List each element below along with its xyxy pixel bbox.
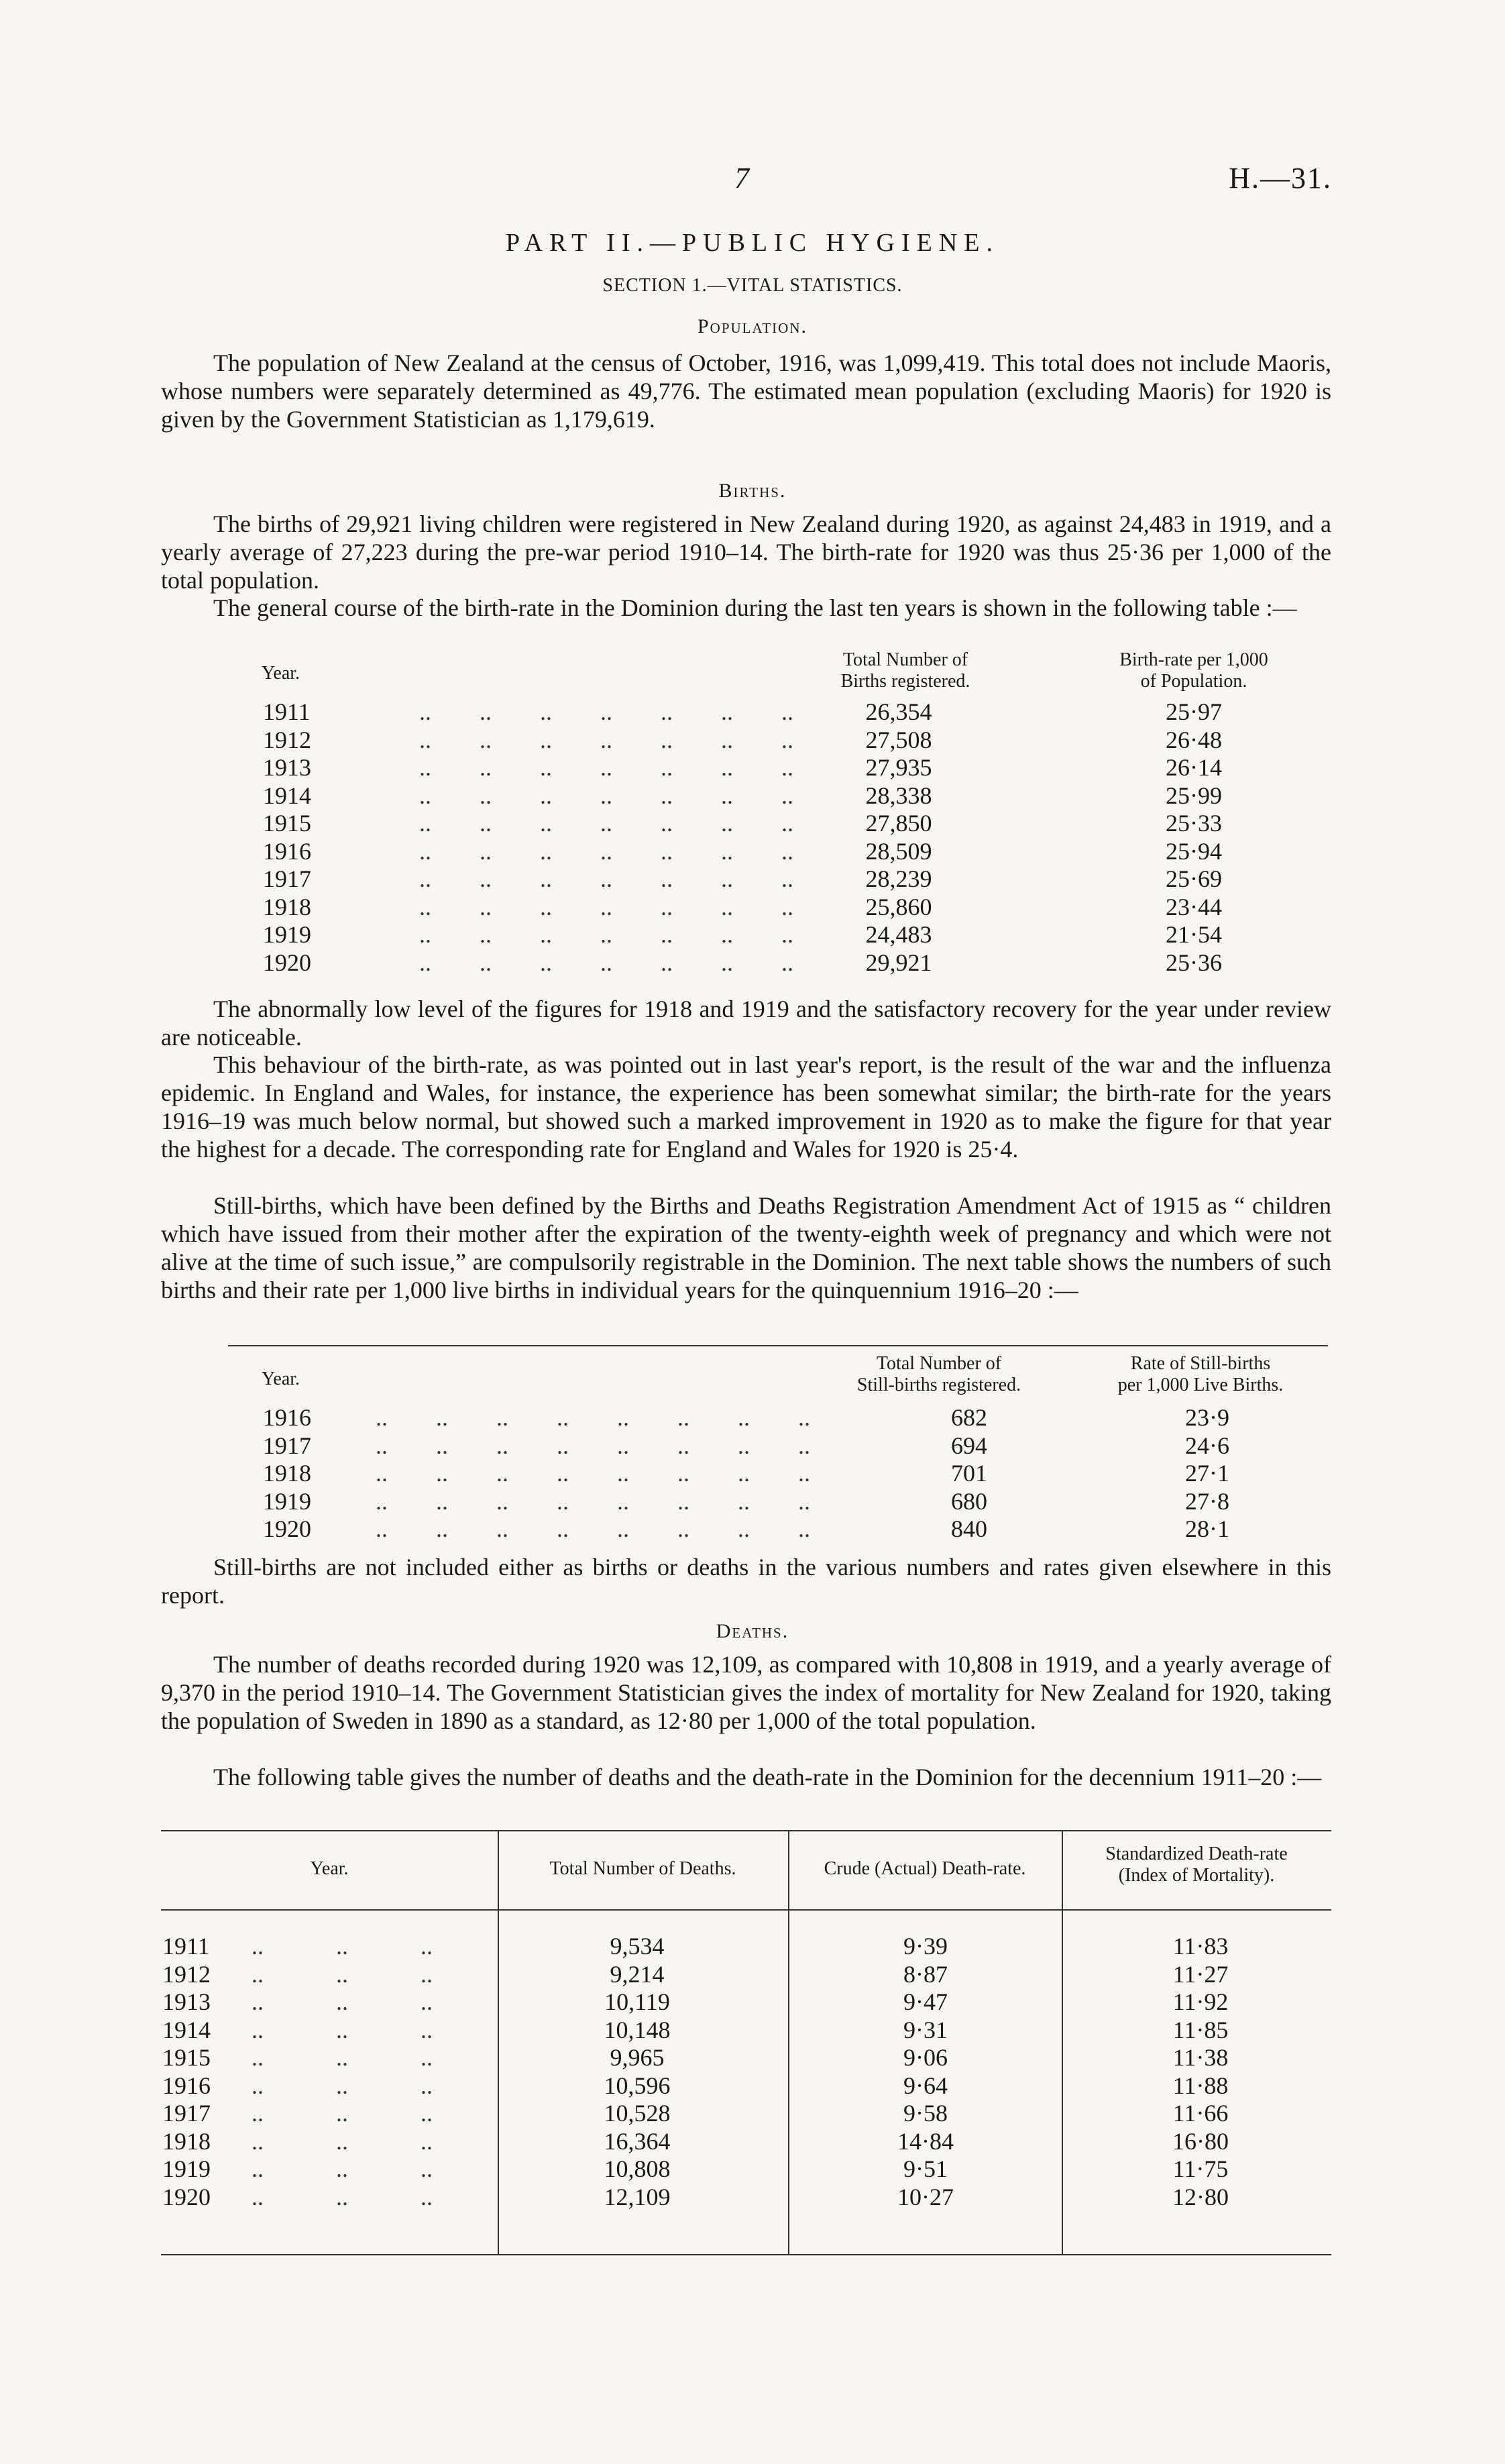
death-standardized-rate-cell: 11·85 — [1172, 2016, 1229, 2043]
birth-rate-cell: 26·48 — [1166, 726, 1222, 753]
birth-year-cell: 1920 — [263, 949, 311, 976]
still-table-row — [0, 1515, 1505, 1543]
death-table-row — [0, 2127, 1505, 2155]
death-standardized-rate-cell: 11·66 — [1172, 2100, 1229, 2127]
death-standardized-rate-cell: 11·92 — [1172, 1988, 1229, 2015]
death-crude-rate-cell: 9·31 — [903, 2016, 948, 2043]
death-table-header-total: Total Number of Deaths. — [549, 1858, 736, 1879]
death-table-header-rule — [161, 1909, 1331, 1911]
dot-leader: .. .. .. — [252, 1988, 433, 2015]
section-title: SECTION 1.—VITAL STATISTICS. — [602, 275, 903, 296]
births-paragraph-5: Still-births, which have been defined by the Births and Deaths Registration Amendment Act of 1915 as “ children which have issued from their mother after the expiration of the twenty-eighth week of pregnancy and which were not alive at the time of such issue,” are compulsorily registrable in the Dominion. The next table shows the numbers of such births and their rate per 1,000 live births in individual years for the quinquennium 1916–20 :— — [161, 1192, 1331, 1303]
still-table-row — [0, 1487, 1505, 1515]
still-total-cell: 840 — [951, 1515, 987, 1542]
dot-leader: .. .. .. .. .. .. .. — [419, 782, 793, 809]
death-year-cell: 1920 — [162, 2183, 211, 2210]
death-standardized-rate-cell: 16·80 — [1172, 2127, 1229, 2155]
death-crude-rate-cell: 9·47 — [903, 1988, 948, 2015]
population-heading: Population. — [697, 315, 807, 337]
death-year-cell: 1915 — [162, 2044, 211, 2071]
birth-year-cell: 1918 — [263, 893, 311, 920]
birth-year-cell: 1914 — [263, 782, 311, 809]
dot-leader: .. .. .. .. .. .. .. — [419, 754, 793, 781]
still-year-cell: 1919 — [263, 1487, 311, 1515]
death-crude-rate-cell: 8·87 — [903, 1960, 948, 1988]
death-total-cell: 10,119 — [604, 1988, 670, 2015]
death-crude-rate-cell: 9·64 — [903, 2072, 948, 2099]
death-table-row — [0, 2099, 1505, 2127]
dot-leader: .. .. .. — [252, 2100, 433, 2127]
death-year-cell: 1916 — [162, 2072, 211, 2099]
dot-leader: .. .. .. .. .. .. .. .. — [376, 1515, 810, 1542]
still-year-cell: 1918 — [263, 1460, 311, 1487]
birth-total-cell: 27,935 — [865, 754, 932, 781]
still-table-header-year: Year. — [262, 1369, 300, 1389]
birth-rate-cell: 21·54 — [1166, 921, 1222, 948]
death-standardized-rate-cell: 12·80 — [1172, 2183, 1229, 2210]
still-total-cell: 682 — [951, 1404, 987, 1431]
still-table-row — [0, 1432, 1505, 1460]
death-table-header-standardized: Standardized Death-rate (Index of Mortality). — [1105, 1843, 1288, 1886]
still-year-cell: 1916 — [263, 1404, 311, 1431]
birth-table-header-total: Total Number of Births registered. — [840, 649, 970, 692]
births-heading: Births. — [718, 480, 787, 502]
birth-table-row — [0, 893, 1505, 921]
dot-leader: .. .. .. .. .. .. .. .. — [376, 1460, 810, 1487]
death-table-top-rule — [161, 1830, 1331, 1831]
birth-year-cell: 1916 — [263, 837, 311, 865]
still-table-header-rate: Rate of Still-births per 1,000 Live Births. — [1117, 1353, 1284, 1395]
still-total-cell: 701 — [951, 1460, 987, 1487]
death-table-row — [0, 2016, 1505, 2044]
still-table-row — [0, 1403, 1505, 1432]
births-paragraph-4: This behaviour of the birth-rate, as was pointed out in last year's report, is the result of the war and the influenza epidemic. In England and Wales, for instance, the experience has been somewhat similar; the birth-rate for the years 1916–19 was much below normal, but showed such a marked improvement in 1920 as to make the figure for that year the highest for a decade. The corresponding rate for England and Wales for 1920 is 25·4. — [161, 1051, 1331, 1163]
birth-year-cell: 1913 — [263, 754, 311, 781]
birth-total-cell: 28,338 — [865, 782, 932, 809]
death-table-row — [0, 2183, 1505, 2211]
death-total-cell: 16,364 — [604, 2127, 671, 2155]
still-table-header-total: Total Number of Still-births registered. — [856, 1353, 1021, 1395]
dot-leader: .. .. .. — [252, 2016, 433, 2043]
dot-leader: .. .. .. .. .. .. .. — [419, 837, 793, 865]
dot-leader: .. .. .. .. .. .. .. — [419, 810, 793, 837]
death-table-header-year: Year. — [310, 1858, 349, 1879]
birth-rate-cell: 25·69 — [1166, 865, 1222, 892]
birth-year-cell: 1915 — [263, 810, 311, 837]
still-rate-cell: 27·8 — [1185, 1487, 1229, 1515]
death-table-row — [0, 2155, 1505, 2183]
still-rate-cell: 27·1 — [1185, 1460, 1229, 1487]
dot-leader: .. .. .. — [252, 2072, 433, 2099]
still-rate-cell: 24·6 — [1185, 1432, 1229, 1459]
death-total-cell: 10,528 — [604, 2100, 671, 2127]
birth-table-row — [0, 865, 1505, 893]
dot-leader: .. .. .. — [252, 1960, 433, 1988]
dot-leader: .. .. .. .. .. .. .. .. — [376, 1432, 810, 1459]
death-total-cell: 9,534 — [610, 1933, 665, 1960]
death-crude-rate-cell: 14·84 — [897, 2127, 954, 2155]
births-paragraph-1: The births of 29,921 living children were registered in New Zealand during 1920, as against 24,483 in 1919, and a yearly average of 27,223 during the pre-war period 1910–14. The birth-rate for 1920 was thus 25·36 per 1,000 of the total population. — [161, 511, 1331, 594]
birth-year-cell: 1919 — [263, 921, 311, 948]
population-paragraph: The population of New Zealand at the census of October, 1916, was 1,099,419. This total does not include Maoris, whose numbers were separately determined as 49,776. The estimated mean population (excluding Maoris) for 1920 is given by the Government Statistician as 1,179,619. — [161, 350, 1331, 433]
birth-total-cell: 27,508 — [865, 726, 932, 753]
deaths-heading: Deaths. — [716, 1620, 789, 1642]
page-number: 7 — [734, 162, 749, 195]
death-year-cell: 1914 — [162, 2016, 211, 2043]
birth-rate-cell: 25·99 — [1166, 782, 1222, 809]
birth-table-row — [0, 837, 1505, 865]
death-table-row — [0, 1960, 1505, 1988]
still-table-row — [0, 1459, 1505, 1487]
death-crude-rate-cell: 9·58 — [903, 2100, 948, 2127]
dot-leader: .. .. .. — [252, 2183, 433, 2210]
dot-leader: .. .. .. .. .. .. .. — [419, 865, 793, 892]
still-total-cell: 694 — [951, 1432, 987, 1459]
death-table-row — [0, 2043, 1505, 2072]
birth-table-row — [0, 949, 1505, 977]
still-year-cell: 1917 — [263, 1432, 311, 1459]
document-reference: H.—31. — [1229, 162, 1332, 195]
birth-total-cell: 27,850 — [865, 810, 932, 837]
still-year-cell: 1920 — [263, 1515, 311, 1542]
death-table-header-crude: Crude (Actual) Death-rate. — [824, 1858, 1026, 1879]
birth-table-row — [0, 782, 1505, 810]
birth-total-cell: 25,860 — [865, 893, 932, 920]
deaths-paragraph-2: The following table gives the number of deaths and the death-rate in the Dominion for the decennium 1911–20 :— — [213, 1764, 1322, 1790]
births-paragraph-3: The abnormally low level of the figures for 1918 and 1919 and the satisfactory recovery for the year under review are noticeable. — [161, 996, 1331, 1051]
death-standardized-rate-cell: 11·75 — [1172, 2155, 1229, 2182]
births-paragraph-6: Still-births are not included either as births or deaths in the various numbers and rates given elsewhere in this report. — [161, 1554, 1331, 1609]
death-total-cell: 9,965 — [610, 2044, 665, 2071]
death-year-cell: 1911 — [162, 1933, 210, 1960]
death-total-cell: 10,148 — [604, 2016, 671, 2043]
death-total-cell: 10,596 — [604, 2072, 671, 2099]
death-crude-rate-cell: 9·39 — [903, 1933, 948, 1960]
death-crude-rate-cell: 9·06 — [903, 2044, 948, 2071]
dot-leader: .. .. .. .. .. .. .. .. — [376, 1487, 810, 1515]
birth-year-cell: 1917 — [263, 865, 311, 892]
dot-leader: .. .. .. .. .. .. .. — [419, 698, 793, 725]
birth-rate-cell: 25·97 — [1166, 698, 1222, 725]
birth-table-header-rate: Birth-rate per 1,000 of Population. — [1119, 649, 1268, 692]
part-title: PART II.—PUBLIC HYGIENE. — [506, 229, 999, 257]
birth-table-row — [0, 920, 1505, 949]
dot-leader: .. .. .. — [252, 1933, 433, 1960]
death-standardized-rate-cell: 11·83 — [1172, 1933, 1229, 1960]
death-standardized-rate-cell: 11·38 — [1172, 2044, 1229, 2071]
still-total-cell: 680 — [951, 1487, 987, 1515]
birth-rate-cell: 25·33 — [1166, 810, 1222, 837]
birth-table-header-year: Year. — [262, 663, 300, 684]
deaths-paragraph-1: The number of deaths recorded during 1920 was 12,109, as compared with 10,808 in 1919, and a yearly average of 9,370 in the period 1910–14. The Government Statistician gives the index of mortality for New Zealand for 1920, taking the population of Sweden in 1890 as a standard, as 12·80 per 1,000 of the total population. — [161, 1651, 1331, 1734]
dot-leader: .. .. .. .. .. .. .. — [419, 893, 793, 920]
births-paragraph-2: The general course of the birth-rate in the Dominion during the last ten years is shown in the following table :— — [213, 594, 1297, 621]
death-year-cell: 1918 — [162, 2127, 211, 2155]
birth-year-cell: 1912 — [263, 726, 311, 753]
death-year-cell: 1919 — [162, 2155, 211, 2182]
dot-leader: .. .. .. .. .. .. .. — [419, 726, 793, 753]
death-year-cell: 1917 — [162, 2100, 211, 2127]
death-total-cell: 12,109 — [604, 2183, 671, 2210]
dot-leader: .. .. .. — [252, 2044, 433, 2071]
birth-total-cell: 28,239 — [865, 865, 932, 892]
birth-table-row — [0, 726, 1505, 754]
dot-leader: .. .. .. .. .. .. .. — [419, 921, 793, 948]
birth-table-row — [0, 698, 1505, 726]
still-rate-cell: 28·1 — [1185, 1515, 1229, 1542]
death-year-cell: 1912 — [162, 1960, 211, 1988]
dot-leader: .. .. .. — [252, 2155, 433, 2182]
birth-total-cell: 26,354 — [865, 698, 932, 725]
still-table-top-rule — [228, 1345, 1328, 1346]
death-total-cell: 9,214 — [610, 1960, 665, 1988]
birth-total-cell: 28,509 — [865, 837, 932, 865]
birth-table-row — [0, 753, 1505, 782]
death-standardized-rate-cell: 11·27 — [1172, 1960, 1229, 1988]
birth-rate-cell: 26·14 — [1166, 754, 1222, 781]
death-table-row — [0, 1988, 1505, 2016]
birth-rate-cell: 23·44 — [1166, 893, 1222, 920]
birth-rate-cell: 25·94 — [1166, 837, 1222, 865]
birth-total-cell: 29,921 — [865, 949, 932, 976]
dot-leader: .. .. .. .. .. .. .. — [419, 949, 793, 976]
dot-leader: .. .. .. — [252, 2127, 433, 2155]
death-crude-rate-cell: 9·51 — [903, 2155, 948, 2182]
birth-year-cell: 1911 — [263, 698, 311, 725]
death-standardized-rate-cell: 11·88 — [1172, 2072, 1229, 2099]
still-rate-cell: 23·9 — [1185, 1404, 1229, 1431]
death-table-bottom-rule — [161, 2254, 1331, 2255]
birth-total-cell: 24,483 — [865, 921, 932, 948]
death-table-row — [0, 1932, 1505, 1960]
death-total-cell: 10,808 — [604, 2155, 671, 2182]
birth-table-row — [0, 809, 1505, 837]
birth-rate-cell: 25·36 — [1166, 949, 1222, 976]
death-year-cell: 1913 — [162, 1988, 211, 2015]
death-crude-rate-cell: 10·27 — [897, 2183, 954, 2210]
death-table-row — [0, 2072, 1505, 2100]
dot-leader: .. .. .. .. .. .. .. .. — [376, 1404, 810, 1431]
